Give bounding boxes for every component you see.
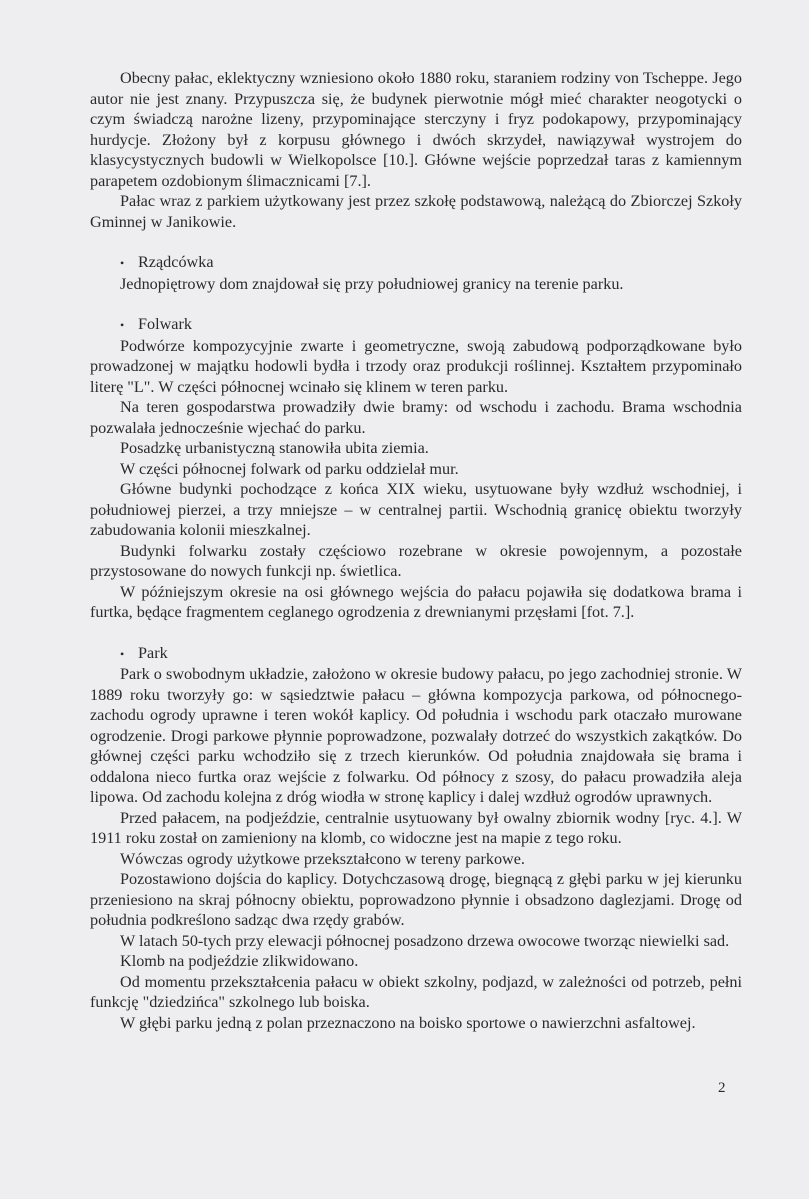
page-number: 2 bbox=[718, 1080, 726, 1096]
section-title: Folwark bbox=[138, 315, 192, 333]
paragraph: Wówczas ogrody użytkowe przekształcono w tereny parkowe. bbox=[120, 849, 525, 868]
paragraph: Obecny pałac, eklektyczny wzniesiono około 1880 roku, staraniem rodziny von Tscheppe. Jego autor nie jest znany. Przypuszcza się, że budynek pierwotnie mógł mieć charakter neogotycki o czym świadczą narożne lizeny, przypominające sterczyny i fryz podokapowy, przypominający hurdycje. Złożony był z korpusu głównego i dwóch skrzydeł, nawiązywał wystrojem do klasycystycznych budowli w Wielkopolsce [10.]. Główne wejście poprzedzał taras z kamiennym parapetem ozdobionym ślimacznicami [7.]. bbox=[90, 69, 742, 190]
bullet-icon: • bbox=[120, 646, 125, 661]
section-title: Rządcówka bbox=[138, 253, 214, 271]
paragraph: Główne budynki pochodzące z końca XIX wieku, usytuowane były wzdłuż wschodniej, i południowej pierzei, a trzy mniejsze – w centralnej partii. Wschodnią granicę obiektu tworzyły zabudowania kolonii mieszkalnej. bbox=[90, 480, 742, 539]
paragraph: Posadzkę urbanistyczną stanowiła ubita ziemia. bbox=[120, 439, 429, 457]
paragraph: W głębi parku jedną z polan przeznaczono na boisko sportowe o nawierzchni asfaltowej. bbox=[120, 1013, 696, 1032]
section-heading-folwark bbox=[120, 314, 742, 336]
section-heading-park bbox=[120, 643, 742, 665]
paragraph: Przed pałacem, na podjeździe, centralnie usytuowany był owalny zbiornik wodny [ryc. 4.]. W 1911 roku został on zamieniony na klomb, co widoczne jest na mapie z tego roku. bbox=[90, 808, 742, 847]
paragraph: W późniejszym okresie na osi głównego wejścia do pałacu pojawiła się dodatkowa brama i furtka, będące fragmentem ceglanego ogrodzenia z drewnianymi przęsłami [fot. 7.]. bbox=[90, 582, 742, 621]
bullet-icon: • bbox=[120, 256, 125, 270]
section-heading-rzadcowka bbox=[120, 252, 742, 274]
bullet-icon: • bbox=[120, 318, 125, 332]
paragraph: Pałac wraz z parkiem użytkowany jest przez szkołę podstawową, należącą do Zbiorczej Szkoły Gminnej w Janikowie. bbox=[90, 192, 742, 231]
paragraph: Od momentu przekształcenia pałacu w obiekt szkolny, podjazd, w zależności od potrzeb, pełni funkcję "dziedzińca" szkolnego lub boiska. bbox=[90, 972, 742, 1011]
paragraph: W części północnej folwark od parku oddzielał mur. bbox=[120, 459, 459, 478]
section-title: Park bbox=[138, 643, 168, 662]
paragraph: Podwórze kompozycyjnie zwarte i geometryczne, swoją zabudową podporządkowane było prowadzonej w majątku hodowli bydła i trzody oraz produkcji roślinnej. Kształtem przypominało literę "L". W części północnej wcinało się klinem w teren parku. bbox=[90, 336, 742, 396]
paragraph: Park o swobodnym układzie, założono w okresie budowy pałacu, po jego zachodniej stronie. W 1889 roku tworzyły go: w sąsiedztwie pałacu – główna kompozycja parkowa, od północnego-zachodu ogrody uprawne i teren wokół kaplicy. Od południa i wschodu park otaczało murowane ogrodzenie. Drogi parkowe płynnie poprowadzone, pozwalały dotrzeć do wszystkich zakątków. Do głównej części parku wchodziło się z trzech kierunków. Od południa znajdowała się brama i oddalona nieco furtka oraz wejście z folwarku. Od północy z szosy, do pałacu prowadziła aleja lipowa. Od zachodu kolejna z dróg wiodła w stronę kaplicy i dalej wzdłuż ogrodów uprawnych. bbox=[90, 665, 742, 806]
paragraph: Na teren gospodarstwa prowadziły dwie bramy: od wschodu i zachodu. Brama wschodnia pozwalała jednocześnie wjechać do parku. bbox=[90, 398, 742, 437]
paragraph: Pozostawiono dojścia do kaplicy. Dotychczasową drogę, biegnącą z głębi parku w jej kierunku przeniesiono na skraj północny obiektu, poprowadzono płynnie i obsadzono daglezjami. Drogę od południa podkreślono sadząc dwa rzędy grabów. bbox=[90, 870, 742, 929]
paragraph: Jednopiętrowy dom znajdował się przy południowej granicy na terenie parku. bbox=[120, 274, 624, 293]
paragraph: Klomb na podjeździe zlikwidowano. bbox=[120, 952, 359, 970]
paragraph: Budynki folwarku zostały częściowo rozebrane w okresie powojennym, a pozostałe przystosowane do nowych funkcji np. świetlica. bbox=[90, 541, 742, 580]
paragraph: W latach 50-tych przy elewacji północnej posadzono drzewa owocowe tworząc niewielki sad. bbox=[120, 931, 730, 950]
document-body bbox=[90, 68, 742, 1033]
